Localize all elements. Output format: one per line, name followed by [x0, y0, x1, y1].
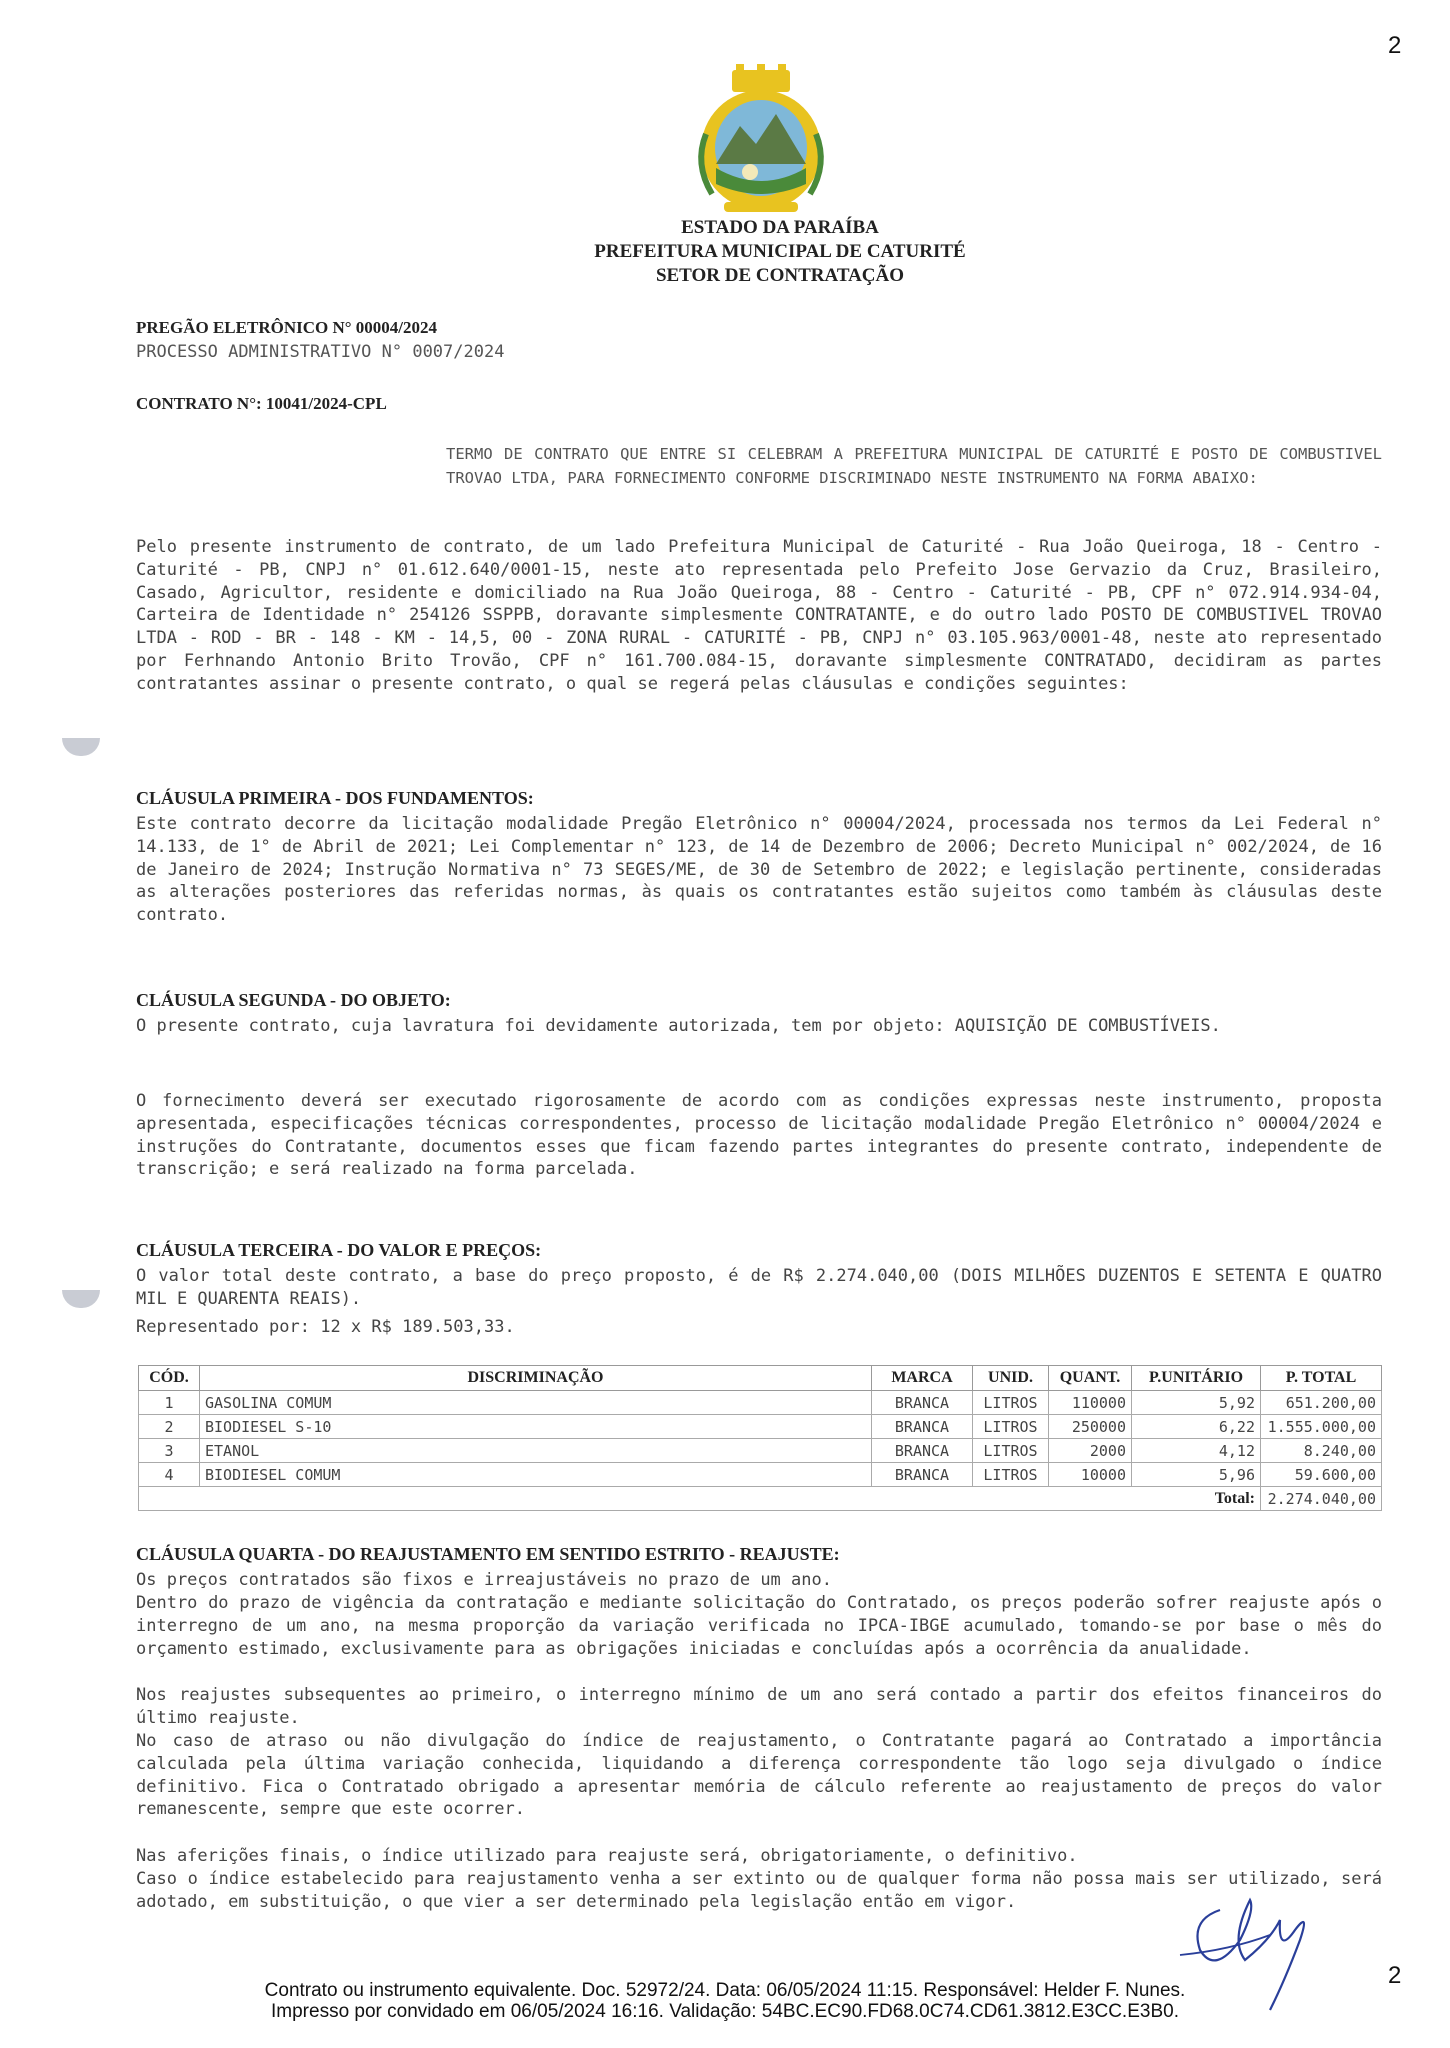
punch-hole-bottom [62, 1290, 100, 1308]
table-row [139, 1415, 1382, 1439]
clause-3-title: CLÁUSULA TERCEIRA - DO VALOR E PREÇOS: [136, 1240, 542, 1260]
cell-total-price: 59.600,00 [1261, 1463, 1382, 1487]
cell-unit-price: 4,12 [1132, 1439, 1261, 1463]
col-header-code: CÓD. [139, 1366, 200, 1391]
cell-code: 3 [139, 1439, 200, 1463]
cell-unit-price: 5,92 [1132, 1391, 1261, 1415]
cell-quantity: 10000 [1049, 1463, 1132, 1487]
cell-description: BIODIESEL S-10 [200, 1415, 872, 1439]
punch-hole-top [62, 738, 100, 756]
col-header-quantity: QUANT. [1049, 1366, 1132, 1391]
items-table [138, 1365, 1382, 1511]
cell-brand: BRANCA [872, 1439, 973, 1463]
clause-4-paragraph-4: No caso de atraso ou não divulgação do índice de reajustamento, o Contratante pagará ao Contratado a importância calculada pela última variação conhecida, liquidando a diferença correspondente tão logo seja divulgado o índice definitivo. Fica o Contratado obrigado a apresentar memória de cálculo referente ao reajustamento de preços do valor remanescente, sempre que este ocorrer. [136, 1731, 1382, 1820]
footer-line-2: Impresso por convidado em 06/05/2024 16:16. Validação: 54BC.EC90.FD68.0C74.CD61.3812.E3CC.E3B0. [271, 2001, 1179, 2022]
cell-quantity: 2000 [1049, 1439, 1132, 1463]
cell-quantity: 110000 [1049, 1391, 1132, 1415]
clause-3-text-2: Representado por: 12 x R$ 189.503,33. [136, 1317, 515, 1337]
cell-code: 1 [139, 1391, 200, 1415]
total-label: Total: [139, 1487, 1261, 1511]
cell-code: 4 [139, 1463, 200, 1487]
cell-unit: LITROS [973, 1391, 1049, 1415]
col-header-brand: MARCA [872, 1366, 973, 1391]
table-total-row [139, 1487, 1382, 1511]
validation-footer [0, 1980, 1450, 2022]
clause-2-title: CLÁUSULA SEGUNDA - DO OBJETO: [136, 990, 451, 1010]
cell-description: ETANOL [200, 1439, 872, 1463]
contract-term-intro: TERMO DE CONTRATO QUE ENTRE SI CELEBRAM A PREFEITURA MUNICIPAL DE CATURITÉ E POSTO DE COMBUSTIVEL TROVAO LTDA, PARA FORNECIMENTO CONFORME DISCRIMINADO NESTE INSTRUMENTO NA FORMA ABAIXO: [446, 445, 1382, 487]
cell-unit-price: 6,22 [1132, 1415, 1261, 1439]
table-row [139, 1463, 1382, 1487]
table-header-row [139, 1366, 1382, 1391]
table-row [139, 1439, 1382, 1463]
header-sector: SETOR DE CONTRATAÇÃO [655, 265, 905, 286]
cell-brand: BRANCA [872, 1463, 973, 1487]
cell-unit-price: 5,96 [1132, 1463, 1261, 1487]
clause-2-text-1: O presente contrato, cuja lavratura foi devidamente autorizada, tem por objeto: AQUISIÇÃO DE COMBUSTÍVEIS. [136, 1016, 1221, 1036]
total-value: 2.274.040,00 [1261, 1487, 1382, 1511]
clause-4-title: CLÁUSULA QUARTA - DO REAJUSTAMENTO EM SENTIDO ESTRITO - REAJUSTE: [136, 1544, 840, 1564]
preamble-paragraph: Pelo presente instrumento de contrato, de um lado Prefeitura Municipal de Caturité - Rua João Queiroga, 18 - Centro - Caturité - PB, CNPJ n° 01.612.640/0001-15, neste ato representada pelo Prefeito Jose Gervazio da Cruz, Brasileiro, Casado, Agricultor, residente e domiciliado na Rua João Queiroga, 88 - Centro - Caturité - PB, CPF n° 072.914.934-04, Carteira de Identidade n° 254126 SSPPB, doravante simplesmente CONTRATANTE, e do outro lado POSTO DE COMBUSTIVEL TROVAO LTDA - ROD - BR - 148 - KM - 14,5, 00 - ZONA RURAL - CATURITÉ - PB, CNPJ n° 03.105.963/0001-48, neste ato representado por Ferhnando Antonio Brito Trovão, CPF n° 161.700.084-15, doravante simplesmente CONTRATADO, decidiram as partes contratantes assinar o presente contrato, o qual se regerá pelas cláusulas e condições seguintes: [136, 537, 1382, 694]
cell-description: BIODIESEL COMUM [200, 1463, 872, 1487]
col-header-total-price: P. TOTAL [1261, 1366, 1382, 1391]
clause-2-text-2: O fornecimento deverá ser executado rigorosamente de acordo com as condições expressas neste instrumento, proposta apresentada, especificações técnicas correspondentes, processo de licitação modalidade Pregão Eletrônico n° 00004/2024 e instruções do Contratante, documentos esses que ficam fazendo partes integrantes do presente contrato, independente de transcrição; e será realizado na forma parcelada. [136, 1091, 1382, 1180]
page-number-bottom: 2 [1388, 1962, 1402, 1989]
col-header-unit: UNID. [973, 1366, 1049, 1391]
cell-unit: LITROS [973, 1439, 1049, 1463]
cell-description: GASOLINA COMUM [200, 1391, 872, 1415]
processo-number: PROCESSO ADMINISTRATIVO N° 0007/2024 [136, 342, 505, 362]
cell-total-price: 8.240,00 [1261, 1439, 1382, 1463]
clause-1-text: Este contrato decorre da licitação modalidade Pregão Eletrônico n° 00004/2024, processada nos termos da Lei Federal n° 14.133, de 1° de Abril de 2021; Lei Complementar n° 123, de 14 de Dezembro de 2006; Decreto Municipal n° 002/2024, de 16 de Janeiro de 2024; Instrução Normativa n° 73 SEGES/ME, de 30 de Setembro de 2022; e legislação pertinente, consideradas as alterações posteriores das referidas normas, às quais os contratantes estão sujeitos como também às cláusulas deste contrato. [136, 814, 1382, 926]
cell-total-price: 1.555.000,00 [1261, 1415, 1382, 1439]
table-row [139, 1391, 1382, 1415]
cell-total-price: 651.200,00 [1261, 1391, 1382, 1415]
footer-line-1: Contrato ou instrumento equivalente. Doc. 52972/24. Data: 06/05/2024 11:15. Responsável: Helder F. Nunes. [264, 1980, 1186, 2001]
cell-unit: LITROS [973, 1415, 1049, 1439]
header-prefecture: PREFEITURA MUNICIPAL DE CATURITÉ [594, 241, 966, 262]
clause-4-paragraph-3: Nos reajustes subsequentes ao primeiro, o interregno mínimo de um ano será contado a partir dos efeitos financeiros do último reajuste. [136, 1685, 1382, 1728]
pregao-number: PREGÃO ELETRÔNICO N° 00004/2024 [136, 318, 438, 337]
clause-1-title: CLÁUSULA PRIMEIRA - DOS FUNDAMENTOS: [136, 788, 534, 808]
cell-code: 2 [139, 1415, 200, 1439]
clause-4-paragraph-6: Caso o índice estabelecido para reajustamento venha a ser extinto ou de qualquer forma não possa mais ser utilizado, será adotado, em substituição, o que vier a ser determinado pela legislação então em vigor. [136, 1869, 1382, 1912]
cell-brand: BRANCA [872, 1391, 973, 1415]
clause-4-paragraph-1: Os preços contratados são fixos e irreajustáveis no prazo de um ano. [136, 1570, 832, 1590]
clause-4-paragraph-5: Nas aferições finais, o índice utilizado para reajuste será, obrigatoriamente, o definitivo. [136, 1846, 1078, 1866]
cell-unit: LITROS [973, 1463, 1049, 1487]
page-number-top: 2 [1388, 32, 1402, 59]
header-state: ESTADO DA PARAÍBA [681, 217, 879, 238]
col-header-description: DISCRIMINAÇÃO [200, 1366, 872, 1391]
cell-quantity: 250000 [1049, 1415, 1132, 1439]
document-header [0, 216, 1450, 288]
cell-brand: BRANCA [872, 1415, 973, 1439]
municipal-crest-icon [688, 64, 834, 216]
col-header-unit-price: P.UNITÁRIO [1132, 1366, 1261, 1391]
clause-4-paragraph-2: Dentro do prazo de vigência da contratação e mediante solicitação do Contratado, os preços poderão sofrer reajuste após o interregno de um ano, na mesma proporção da variação verificada no IPCA-IBGE acumulado, tomando-se por base o mês do orçamento estimado, exclusivamente para as obrigações iniciadas e concluídas após a ocorrência da anualidade. [136, 1593, 1382, 1659]
contrato-number: CONTRATO N°: 10041/2024-CPL [136, 394, 387, 413]
clause-3-text-1: O valor total deste contrato, a base do preço proposto, é de R$ 2.274.040,00 (DOIS MILHÕES DUZENTOS E SETENTA E QUATRO MIL E QUARENTA REAIS). [136, 1266, 1382, 1309]
